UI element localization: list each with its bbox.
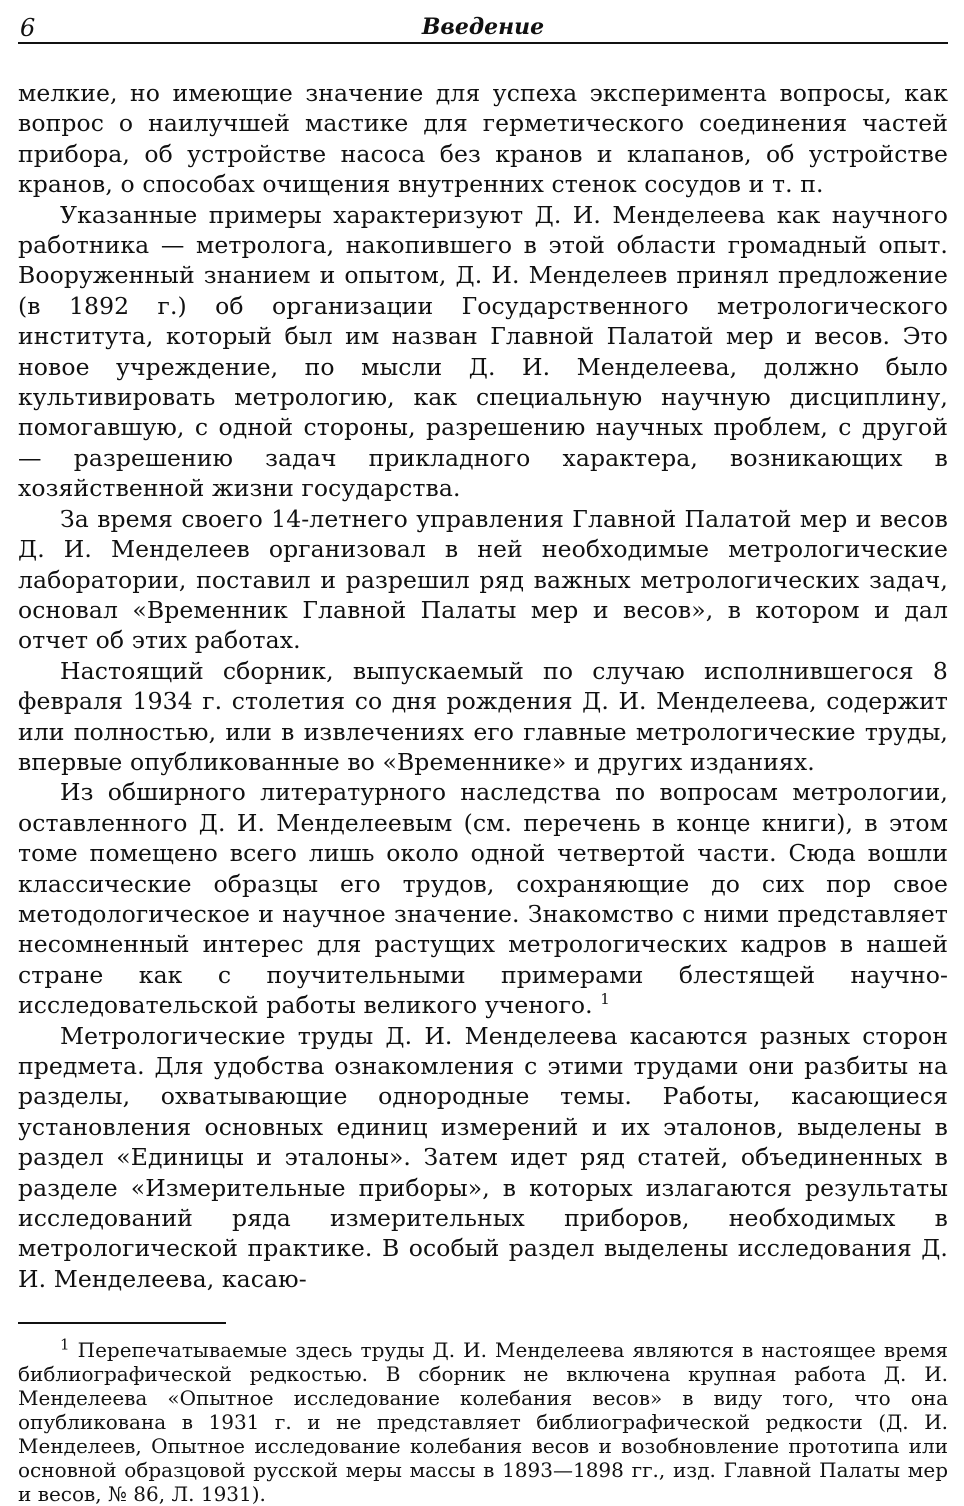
paragraph-literary-heritage [18,777,948,1020]
footnote-divider [18,1322,226,1324]
footnote-marker: 1 [60,1335,70,1354]
running-title: Введение [421,14,545,40]
paragraph-collection-purpose: Настоящий сборник, выпускаемый по случаю исполнившегося 8 февраля 1934 г. столетия со дня рождения Д. И. Менделеева, содержит или полностью, или в извлечениях его главные метрологические труды, впервые опубликованные во «Временнике» и других изданиях. [18,656,948,776]
book-page [18,8,948,1506]
body-text [18,78,948,1294]
footnotes [18,1335,948,1506]
footnote-1 [18,1335,948,1506]
paragraph-metrologist: Указанные примеры характеризуют Д. И. Менделеева как научного работника — метролога, накопившего в этой области громадный опыт. Вооруженный знанием и опытом, Д. И. Менделеев принял предложение (в 1892 г.) об организации Государственного метрологического института, который был им назван Главной Палатой мер и весов. Это новое учреждение, по мысли Д. И. Менделеева, должно было культивировать метрологию, как специальную научную дисциплину, помогавшую, с одной стороны, разрешению научных проблем, с другой — разрешению задач прикладного характера, возникающих в хозяйственной жизни государства. [18,200,948,503]
paragraph-continued: мелкие, но имеющие значение для успеха эксперимента вопросы, как вопрос о наилучшей мастике для герметического соединения частей прибора, об устройстве насоса без кранов и клапанов, об устройстве кранов, о способах очищения внутренних стенок сосудов и т. п. [18,79,948,199]
paragraph-literary-heritage-text: Из обширного литературного наследства по вопросам метрологии, оставленного Д. И. Менделеевым (см. перечень в конце книги), в этом томе помещено всего лишь около одной четвертой части. Сюда вошли классические образцы его трудов, сохраняющие до сих пор свое методологическое и научное значение. Знакомство с ними представляет несомненный интерес для растущих метрологических кадров в нашей стране как с поучительными примерами блестящей научно-исследовательской работы великого ученого. [18,778,948,1020]
footnote-reference: 1 [600,990,610,1009]
page-number: 6 [20,14,36,42]
paragraph-sections: Метрологические труды Д. И. Менделеева касаются разных сторон предмета. Для удобства ознакомления с этими трудами они разбиты на разделы, охватывающие однородные темы. Работы, касающиеся установления основных единиц измерений и их эталонов, выделены в раздел «Единицы и эталоны». Затем идет ряд статей, объединенных в разделе «Измерительные приборы», в которых излагаются результаты исследований ряда измерительных приборов, необходимых в метрологической практике. В особый раздел выделены исследования Д. И. Менделеева, касаю- [18,1021,948,1293]
footnote-text: Перепечатываемые здесь труды Д. И. Менделеева являются в настоящее время библиографической редкостью. В сборник не включена крупная работа Д. И. Менделеева «Опытное исследование колебания весов» в виду того, что она опубликована в 1931 г. и не представляет библиографической редкости (Д. И. Менделеев, Опытное исследование колебания весов и возобновление прототипа или основной образцовой русской меры массы в 1893—1898 гг., изд. Главной Палаты мер и весов, № 86, Л. 1931). [18,1338,948,1506]
page-header [18,8,948,44]
paragraph-chamber-management: За время своего 14-летнего управления Главной Палатой мер и весов Д. И. Менделеев организовал в ней необходимые метрологические лаборатории, поставил и разрешил ряд важных метрологических задач, основал «Временник Главной Палаты мер и весов», в котором и дал отчет об этих работах. [18,504,948,655]
